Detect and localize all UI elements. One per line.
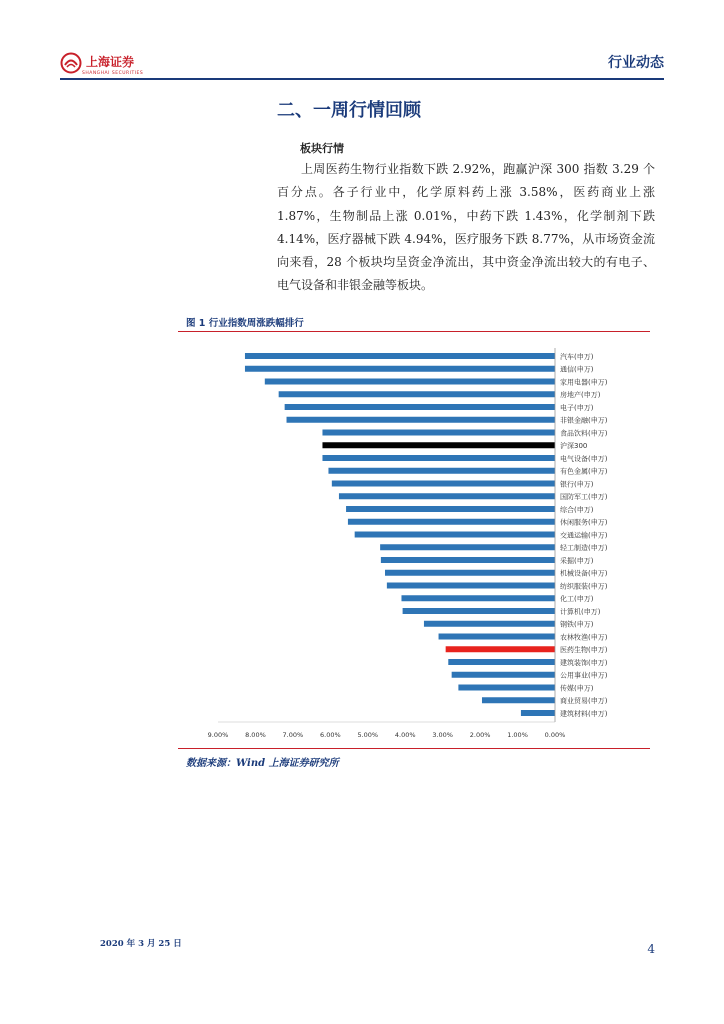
chart-bar bbox=[322, 455, 555, 461]
logo-icon bbox=[60, 52, 82, 74]
category-label: 化工(申万) bbox=[560, 595, 594, 604]
company-logo bbox=[60, 50, 143, 76]
figure-top-divider bbox=[178, 331, 650, 332]
chart-bar bbox=[380, 544, 555, 550]
chart-bar bbox=[332, 481, 555, 487]
category-label: 家用电器(申万) bbox=[560, 378, 608, 387]
report-category: 行业动态 bbox=[608, 55, 664, 71]
category-label: 机械设备(申万) bbox=[560, 569, 608, 578]
category-label: 医药生物(申万) bbox=[560, 646, 608, 655]
category-label: 休闲服务(申万) bbox=[560, 518, 608, 527]
chart-bar bbox=[387, 583, 555, 589]
category-label: 食品饮料(申万) bbox=[560, 429, 608, 438]
chart-bar bbox=[322, 442, 555, 448]
chart-bar bbox=[452, 672, 555, 678]
category-label: 沪深300 bbox=[560, 442, 588, 451]
x-tick-label: 7.00% bbox=[282, 731, 304, 739]
body-paragraph: 上周医药生物行业指数下跌 2.92%，跑赢沪深 300 指数 3.29 个百分点。各子行业中，化学原料药上涨 3.58%，医药商业上涨 1.87%，生物制品上涨 0.01%，中药下跌 1.43%，化学制剂下跌 4.14%，医疗器械下跌 4.94%，医疗服务下跌 8.77%，从市场资金流向来看，28 个板块均呈资金净流出，其中资金净流出较大的有电子、电气设备和非银金融等板块。 bbox=[277, 162, 655, 293]
logo-subtext: SHANGHAI SECURITIES bbox=[82, 70, 144, 76]
category-label: 传媒(申万) bbox=[560, 684, 594, 693]
chart-bar bbox=[401, 595, 555, 601]
category-label: 钢铁(申万) bbox=[560, 620, 594, 629]
chart-bar bbox=[446, 646, 555, 652]
chart-bar bbox=[521, 710, 555, 716]
logo-text: 上海证券 bbox=[86, 54, 135, 69]
chart-bar bbox=[265, 379, 555, 385]
x-tick-label: 9.00% bbox=[207, 731, 229, 739]
chart-bar bbox=[424, 621, 555, 627]
category-label: 电子(申万) bbox=[560, 403, 594, 412]
chart-bar bbox=[346, 506, 555, 512]
chart-bar bbox=[448, 659, 555, 665]
chart-bar bbox=[381, 557, 555, 563]
x-tick-label: 8.00% bbox=[245, 731, 266, 739]
category-label: 非银金融(申万) bbox=[560, 416, 608, 425]
category-label: 建筑材料(申万) bbox=[560, 709, 608, 718]
figure-title: 图 1 行业指数周涨跌幅排行 bbox=[186, 318, 304, 329]
figure-bottom-divider bbox=[178, 748, 650, 749]
section-title: 二、一周行情回顾 bbox=[277, 100, 421, 121]
chart-bar bbox=[339, 493, 555, 499]
category-label: 商业贸易(申万) bbox=[560, 697, 608, 706]
category-label: 农林牧渔(申万) bbox=[560, 633, 608, 642]
category-label: 纺织服装(申万) bbox=[560, 582, 608, 591]
x-tick-label: 2.00% bbox=[469, 731, 491, 739]
data-source: 数据来源：Wind 上海证券研究所 bbox=[186, 758, 339, 769]
category-label: 综合(申万) bbox=[560, 505, 594, 514]
category-label: 银行(申万) bbox=[560, 480, 594, 489]
x-tick-label: 5.00% bbox=[357, 731, 379, 739]
category-label: 轻工制造(申万) bbox=[560, 544, 608, 553]
chart-bar bbox=[355, 532, 555, 538]
chart-bar bbox=[322, 430, 555, 436]
chart-bar bbox=[458, 685, 555, 691]
chart-bar bbox=[285, 404, 555, 410]
chart-bar bbox=[328, 468, 555, 474]
category-label: 国防军工(申万) bbox=[560, 493, 608, 502]
x-tick-label: 1.00% bbox=[507, 731, 528, 739]
category-label: 房地产(申万) bbox=[560, 391, 601, 400]
x-tick-label: 6.00% bbox=[320, 731, 341, 739]
category-label: 交通运输(申万) bbox=[560, 531, 608, 540]
chart-bar bbox=[279, 391, 555, 397]
header-divider bbox=[60, 78, 664, 80]
section-subtitle: 板块行情 bbox=[300, 142, 344, 155]
category-label: 电气设备(申万) bbox=[560, 454, 608, 463]
x-tick-label: 4.00% bbox=[394, 731, 416, 739]
chart-bar bbox=[439, 634, 555, 640]
chart-bar bbox=[482, 697, 555, 703]
category-label: 有色金属(申万) bbox=[560, 467, 608, 476]
category-label: 采掘(申万) bbox=[560, 556, 594, 565]
chart-bar bbox=[348, 519, 555, 525]
chart-bar bbox=[403, 608, 555, 614]
chart-bar bbox=[245, 366, 555, 372]
report-date: 2020 年 3 月 25 日 bbox=[100, 939, 182, 949]
industry-bar-chart bbox=[178, 336, 650, 748]
x-tick-label: 3.00% bbox=[432, 731, 453, 739]
category-label: 通信(申万) bbox=[560, 365, 594, 374]
page-number: 4 bbox=[647, 942, 655, 956]
category-label: 建筑装饰(申万) bbox=[560, 658, 608, 667]
category-label: 公用事业(申万) bbox=[560, 671, 608, 680]
chart-bar bbox=[245, 353, 555, 359]
page-header bbox=[60, 46, 664, 78]
category-label: 汽车(申万) bbox=[560, 352, 594, 361]
chart-bar bbox=[385, 570, 555, 576]
chart-bar bbox=[287, 417, 555, 423]
x-tick-label: 0.00% bbox=[544, 731, 566, 739]
category-label: 计算机(申万) bbox=[560, 607, 601, 616]
